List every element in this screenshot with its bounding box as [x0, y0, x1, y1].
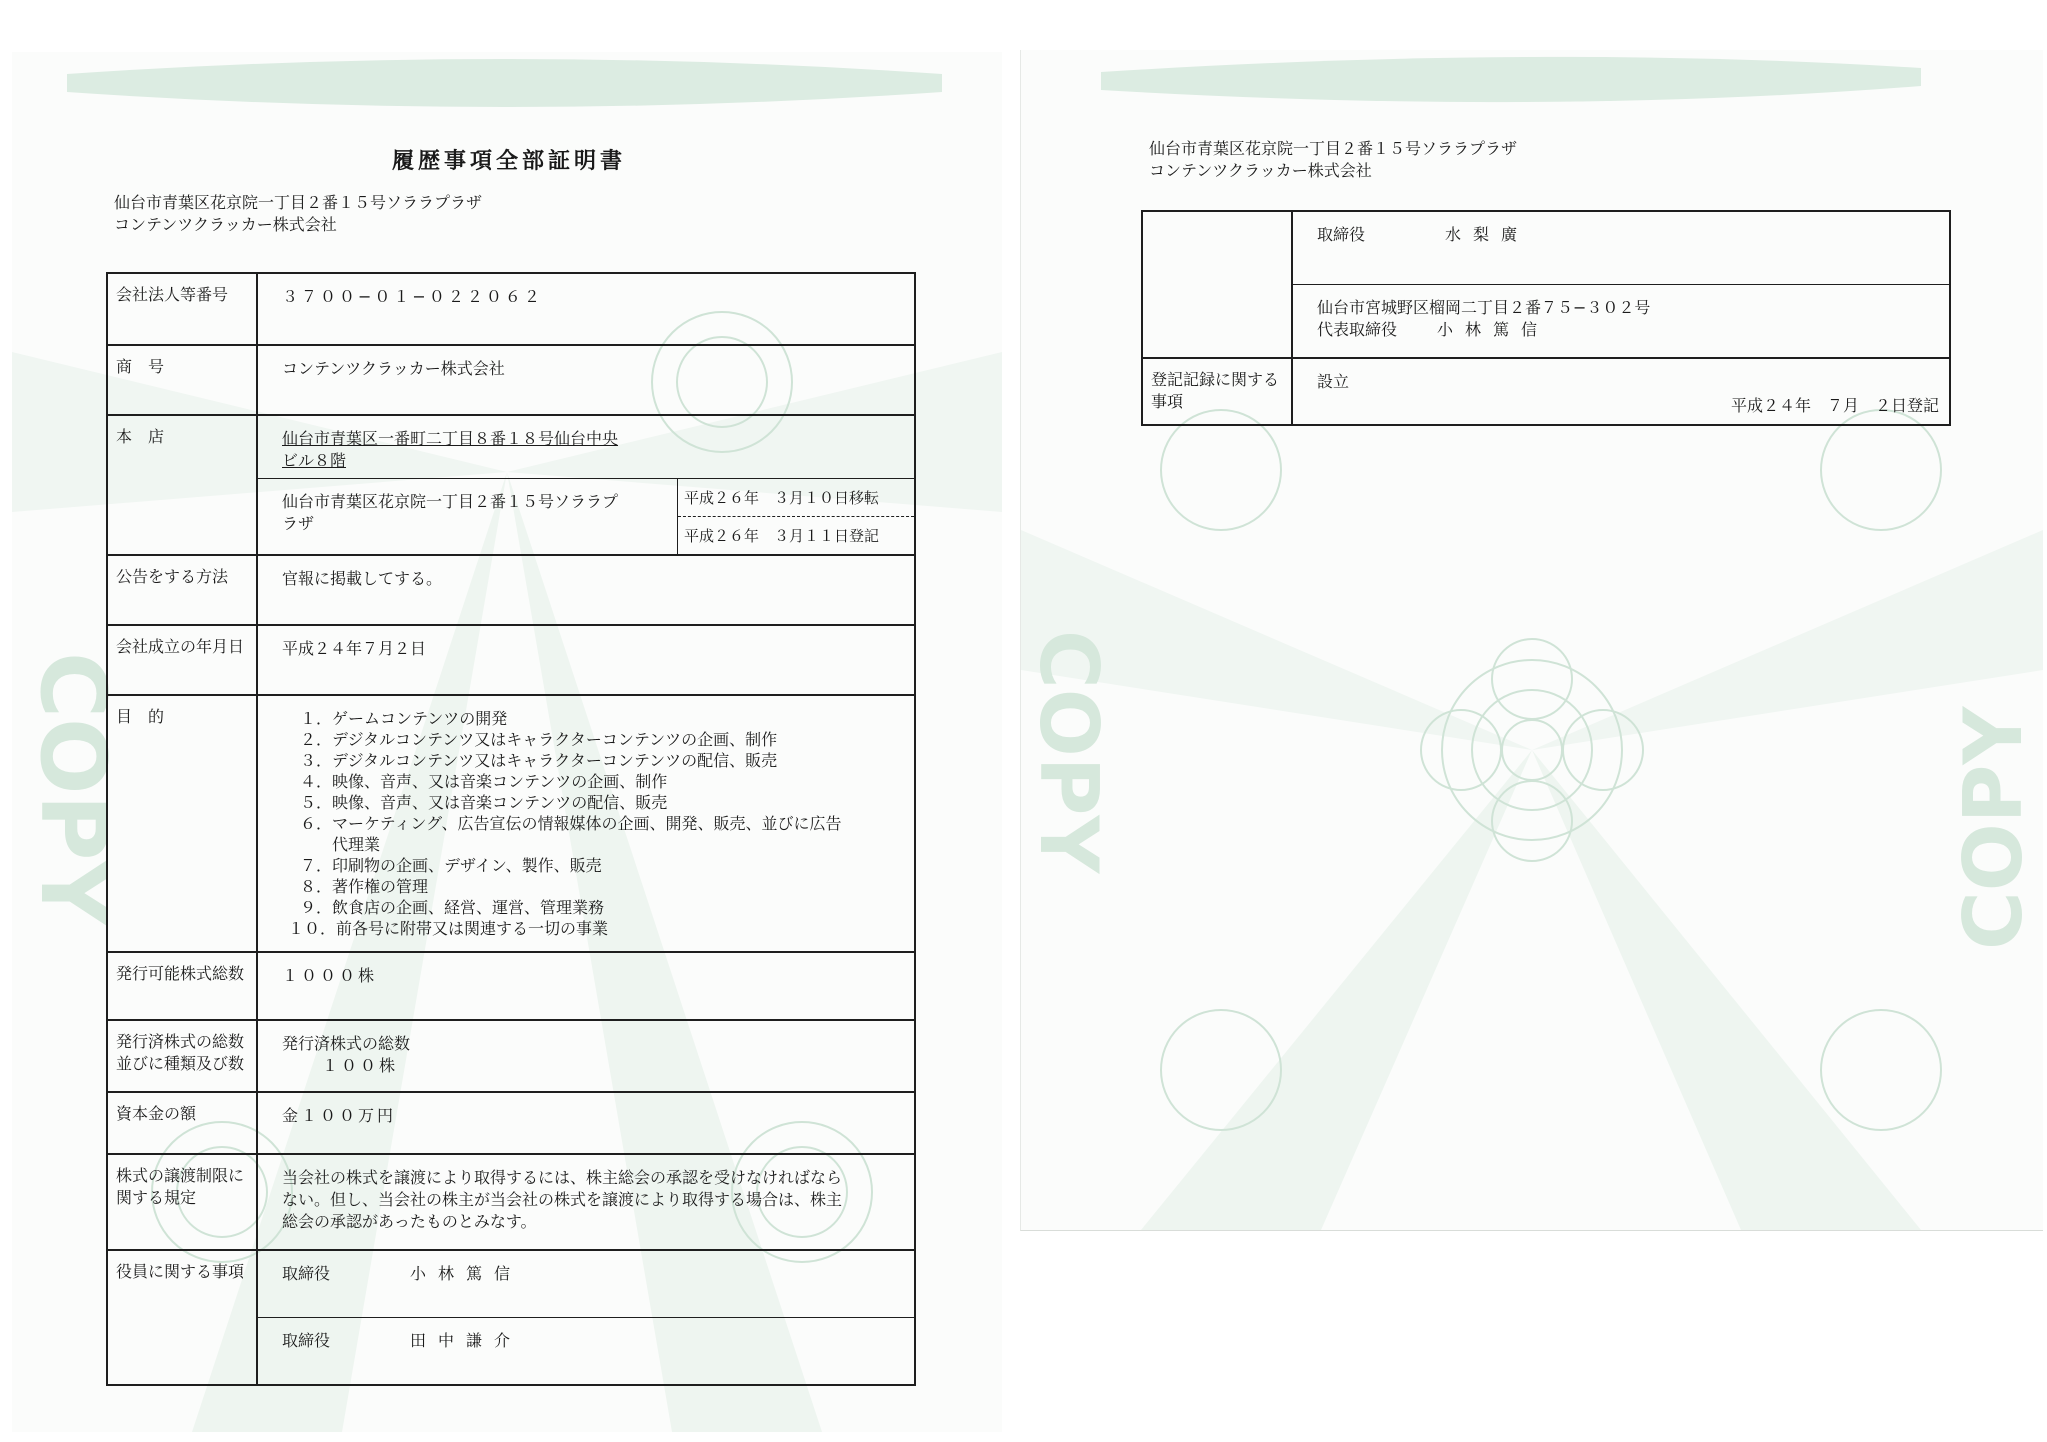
- registration-table: [106, 272, 916, 1386]
- officer-name: 水梨廣: [1445, 225, 1530, 244]
- header-company: コンテンツクラッカー株式会社: [114, 215, 337, 234]
- capital-label: 資本金の額: [107, 1092, 257, 1154]
- head-office-label: 本 店: [107, 415, 257, 555]
- record-label-line2: 事項: [1151, 392, 1184, 411]
- purpose-item-continuation: 代理業: [332, 835, 381, 854]
- relocation-date: 平成２６年 ３月１０日移転: [678, 479, 914, 517]
- copy-watermark: COPY: [20, 652, 125, 926]
- trade-name-label: 商 号: [107, 345, 257, 415]
- purpose-item: ５．映像、音声、又は音楽コンテンツの配信、販売: [300, 793, 668, 812]
- issued-shares-title: 発行済株式の総数: [282, 1034, 411, 1053]
- table-row: [107, 952, 915, 1020]
- table-row: [107, 415, 915, 555]
- purpose-item: ４．映像、音声、又は音楽コンテンツの企画、制作: [300, 772, 668, 791]
- transfer-label-line1: 株式の譲渡制限に: [116, 1166, 245, 1185]
- record-registered-date: 平成２４年 ７月 ２日登記: [1730, 396, 1939, 415]
- purpose-list: [258, 696, 914, 951]
- table-row: [107, 1020, 915, 1092]
- document-title: 履歴事項全部証明書: [392, 149, 627, 174]
- table-row: [107, 625, 915, 695]
- corp-number-value: ３７００−０１−０２２０６２: [282, 287, 543, 306]
- table-row: [107, 1092, 915, 1154]
- table-row: [107, 1154, 915, 1250]
- transfer-rule-line3: 総会の承認があったものとみなす。: [282, 1212, 537, 1231]
- header-address: 仙台市青葉区花京院一丁目２番１５号ソララプラザ: [1149, 139, 1518, 158]
- issued-shares-value: １００株: [322, 1056, 399, 1075]
- purpose-item: ６．マーケティング、広告宣伝の情報媒体の企画、開発、販売、並びに広告: [300, 814, 842, 833]
- head-office-new-line2: ラザ: [282, 514, 315, 533]
- record-value: 設立: [1317, 372, 1350, 391]
- transfer-rule-line2: ない。但し、当会社の株主が当会社の株式を譲渡により取得する場合は、株主: [282, 1190, 843, 1209]
- officer-name: 田中謙介: [410, 1331, 523, 1350]
- table-row: [107, 555, 915, 625]
- established-value: 平成２４年７月２日: [282, 639, 427, 658]
- representative-role: 代表取締役: [1317, 320, 1398, 339]
- header-company: コンテンツクラッカー株式会社: [1149, 161, 1372, 180]
- purpose-label: 目 的: [107, 695, 257, 952]
- relocation-registered-date: 平成２６年 ３月１１日登記: [684, 527, 880, 545]
- officers-label: 役員に関する事項: [107, 1250, 257, 1385]
- established-label: 会社成立の年月日: [107, 625, 257, 695]
- record-label-line1: 登記記録に関する: [1151, 370, 1280, 389]
- officer-role: 取締役: [282, 1264, 331, 1283]
- certificate-page-1: [12, 52, 1002, 1432]
- officer-role: 取締役: [1317, 225, 1366, 244]
- trade-name-value: コンテンツクラッカー株式会社: [282, 359, 505, 378]
- authorized-shares-value: １０００株: [282, 966, 378, 985]
- certificate-page-2: [1020, 50, 2043, 1231]
- head-office-old-line2: ビル８階: [282, 451, 347, 470]
- header-address: 仙台市青葉区花京院一丁目２番１５号ソララプラザ: [114, 193, 483, 212]
- purpose-item: ８．著作権の管理: [300, 877, 429, 896]
- table-row: [107, 345, 915, 415]
- purpose-item: ９．飲食店の企画、経営、運営、管理業務: [300, 898, 605, 917]
- transfer-label-line2: 関する規定: [116, 1188, 197, 1207]
- copy-watermark: COPY: [1022, 630, 1115, 874]
- registration-table: [1141, 210, 1951, 426]
- table-row: [107, 1250, 915, 1385]
- purpose-item: ３．デジタルコンテンツ又はキャラクターコンテンツの配信、販売: [300, 751, 778, 770]
- copy-watermark: COPY: [1947, 706, 2040, 950]
- table-row: [1142, 211, 1950, 358]
- notice-method-label: 公告をする方法: [107, 555, 257, 625]
- head-office-new-line1: 仙台市青葉区花京院一丁目２番１５号ソララプ: [282, 492, 619, 511]
- head-office-old-line1: 仙台市青葉区一番町二丁目８番１８号仙台中央: [282, 429, 619, 448]
- table-row: [107, 695, 915, 952]
- issued-shares-label-line2: 並びに種類及び数: [116, 1054, 245, 1073]
- notice-method-value: 官報に掲載してする。: [282, 569, 443, 588]
- officer-name: 小林篤信: [410, 1264, 523, 1283]
- purpose-item: ２．デジタルコンテンツ又はキャラクターコンテンツの企画、制作: [300, 730, 778, 749]
- purpose-item: ７．印刷物の企画、デザイン、製作、販売: [300, 856, 602, 875]
- representative-address: 仙台市宮城野区榴岡二丁目２番７５−３０２号: [1317, 298, 1651, 317]
- purpose-item: １．ゲームコンテンツの開発: [300, 709, 508, 728]
- authorized-shares-label: 発行可能株式総数: [107, 952, 257, 1020]
- transfer-rule-line1: 当会社の株式を譲渡により取得するには、株主総会の承認を受けなければなら: [282, 1168, 843, 1187]
- capital-value: 金１００万円: [282, 1106, 397, 1125]
- table-row: [107, 273, 915, 345]
- issued-shares-label-line1: 発行済株式の総数: [116, 1032, 245, 1051]
- purpose-item: １０．前各号に附帯又は関連する一切の事業: [288, 919, 609, 938]
- corp-number-label: 会社法人等番号: [107, 273, 257, 345]
- representative-name: 小林篤信: [1437, 320, 1550, 339]
- table-row: [1142, 358, 1950, 425]
- officer-role: 取締役: [282, 1331, 331, 1350]
